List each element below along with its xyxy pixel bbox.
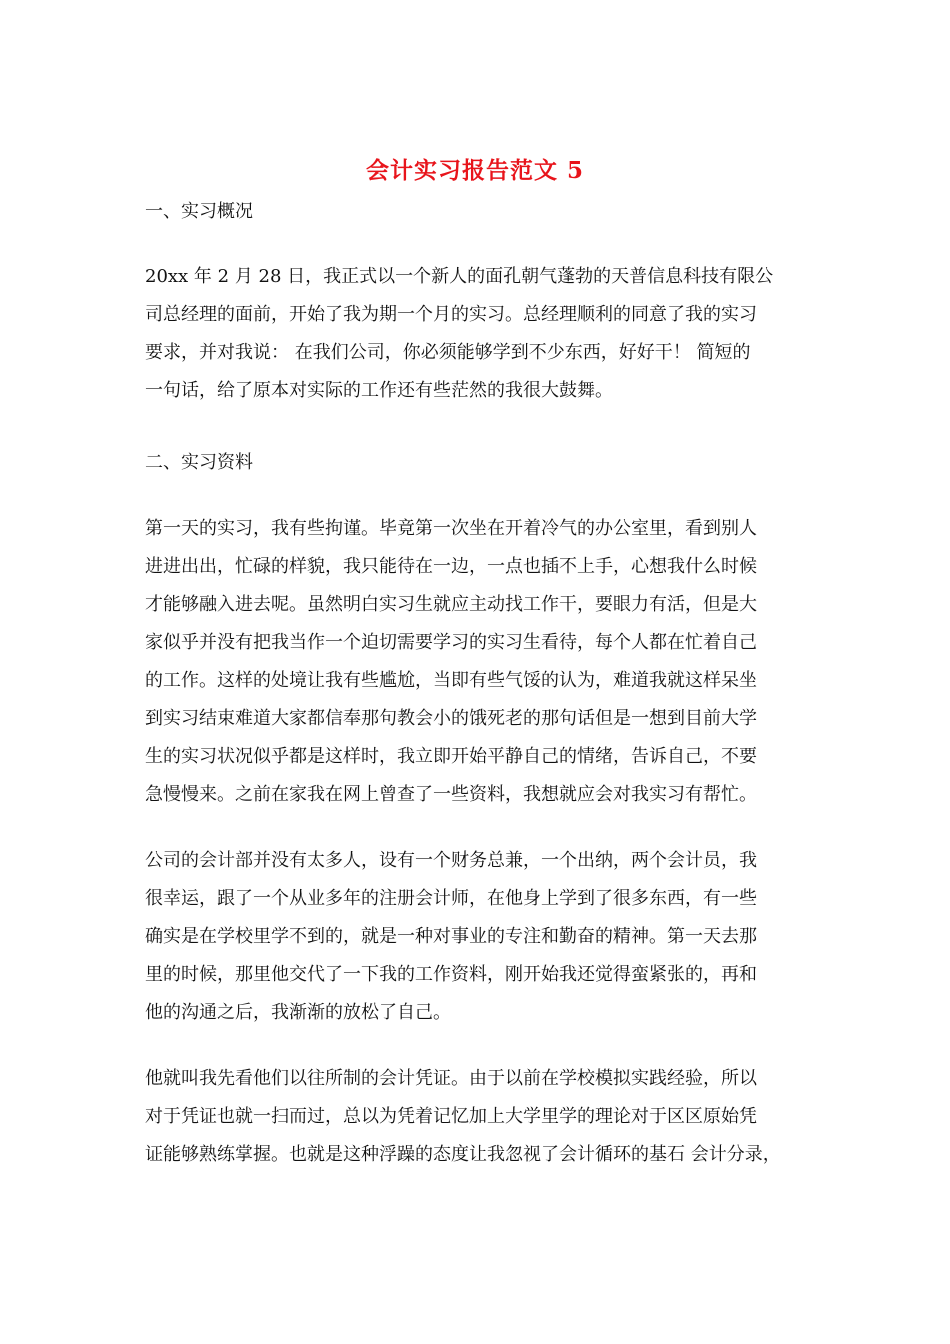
paragraph-line: 一句话，给了原本对实际的工作还有些茫然的我很大鼓舞。: [145, 380, 613, 401]
document-title: 会计实习报告范文 5: [365, 157, 584, 184]
section-heading: 一、实习概况: [145, 201, 253, 222]
paragraph-line: 要求，并对我说： 在我们公司，你必须能够学到不少东西，好好干！ 简短的: [145, 342, 751, 363]
paragraph-line: 生的实习状况似乎都是这样时，我立即开始平静自己的情绪，告诉自己，不要: [145, 746, 757, 767]
paragraph-line: 第一天的实习，我有些拘谨。毕竟第一次坐在开着冷气的办公室里，看到别人: [145, 518, 757, 539]
paragraph-line: 急慢慢来。之前在家我在网上曾查了一些资料，我想就应会对我实习有帮忙。: [145, 784, 757, 805]
section-heading: 二、实习资料: [145, 452, 253, 473]
paragraph-line: 确实是在学校里学不到的，就是一种对事业的专注和勤奋的精神。第一天去那: [145, 926, 757, 947]
paragraph-line: 公司的会计部并没有太多人，设有一个财务总兼，一个出纳，两个会计员，我: [145, 850, 757, 871]
paragraph-line: 很幸运，跟了一个从业多年的注册会计师，在他身上学到了很多东西，有一些: [145, 888, 757, 909]
paragraph-line: 证能够熟练掌握。也就是这种浮躁的态度让我忽视了会计循环的基石 会计分录，: [145, 1144, 781, 1165]
paragraph-line: 他就叫我先看他们以往所制的会计凭证。由于以前在学校模拟实践经验，所以: [145, 1068, 757, 1089]
paragraph-line: 家似乎并没有把我当作一个迫切需要学习的实习生看待，每个人都在忙着自己: [145, 632, 757, 653]
paragraph-line: 的工作。这样的处境让我有些尴尬，当即有些气馁的认为，难道我就这样呆坐: [145, 670, 757, 691]
paragraph-line: 他的沟通之后，我渐渐的放松了自己。: [145, 1002, 451, 1023]
paragraph-line: 才能够融入进去呢。虽然明白实习生就应主动找工作干，要眼力有活，但是大: [145, 594, 757, 615]
paragraph-line: 进进出出，忙碌的样貌，我只能待在一边，一点也插不上手，心想我什么时候: [145, 556, 757, 577]
paragraph-line: 到实习结束难道大家都信奉那句教会小的饿死老的那句话但是一想到目前大学: [145, 708, 757, 729]
paragraph-line: 司总经理的面前，开始了我为期一个月的实习。总经理顺利的同意了我的实习: [145, 304, 757, 325]
paragraph-line: 20xx 年 2 月 28 日，我正式以一个新人的面孔朝气蓬勃的天普信息科技有限公: [145, 266, 774, 287]
paragraph-line: 里的时候，那里他交代了一下我的工作资料，刚开始我还觉得蛮紧张的，再和: [145, 964, 757, 985]
paragraph-line: 对于凭证也就一扫而过，总以为凭着记忆加上大学里学的理论对于区区原始凭: [145, 1106, 757, 1127]
